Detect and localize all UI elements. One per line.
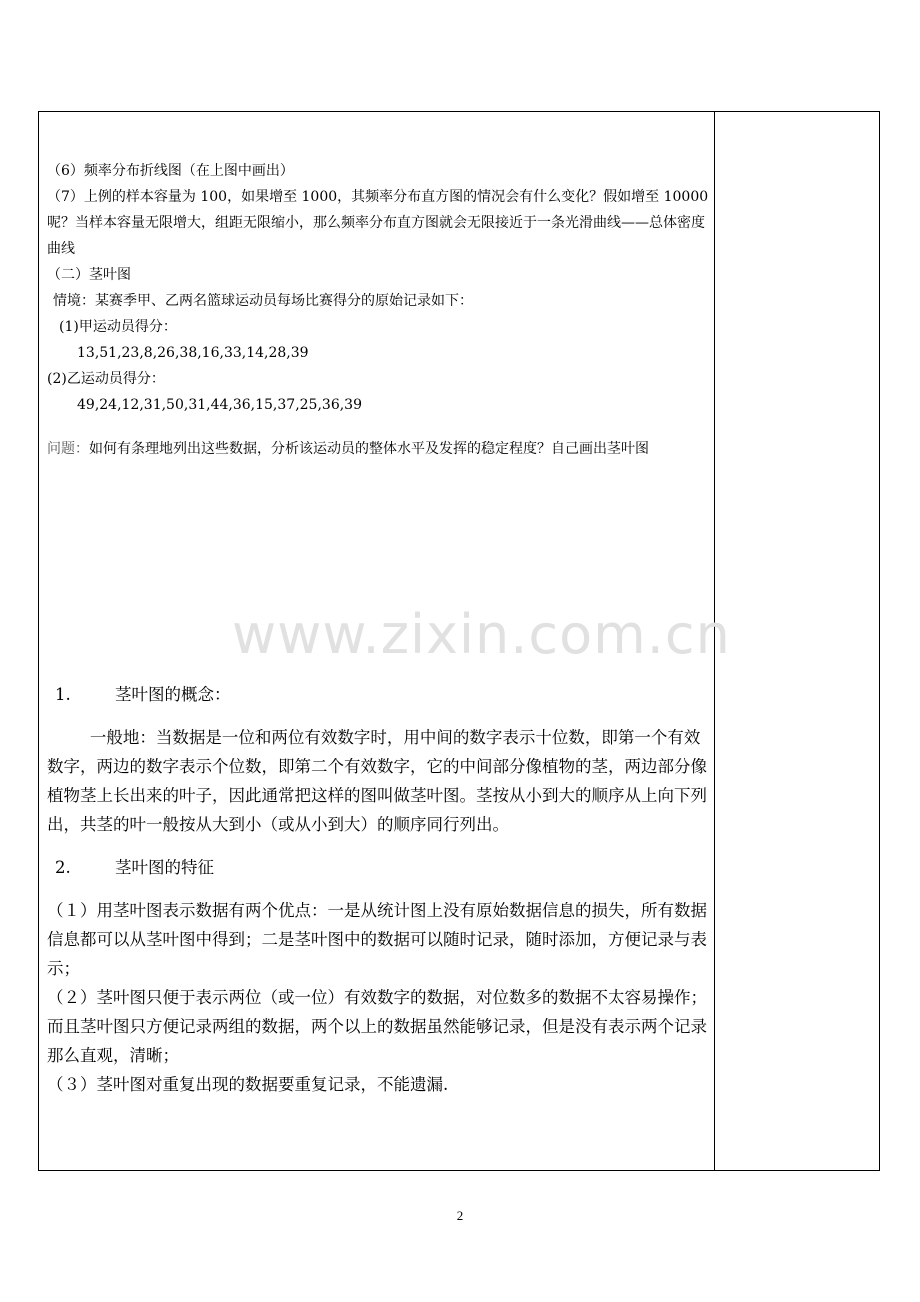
features-title: 茎叶图的特征	[115, 858, 214, 877]
concept-body: 一般地：当数据是一位和两位有效数字时，用中间的数字表示十位数，即第一个有效数字，两边的数字表示个位数，即第二个有效数字，它的中间部分像植物的茎，两边部分像植物茎上长出来的叶子，因此通常把这样的图叫做茎叶图。茎按从小到大的顺序从上向下列出，共茎的叶一般按从大到小（或从小到大）的顺序同行列出。	[47, 728, 707, 834]
player-b-label: (2)乙运动员得分：	[47, 371, 165, 387]
question-text: 如何有条理地列出这些数据，分析该运动员的整体水平及发挥的稳定程度？自己画出茎叶图	[89, 441, 649, 457]
player-b-scores: 49,24,12,31,50,31,44,36,15,37,25,36,39	[77, 397, 362, 413]
watermark: www.zixin.com.cn	[232, 603, 731, 666]
concept-heading	[47, 680, 709, 709]
concept-number: 1.	[55, 685, 71, 704]
page-number: 2	[456, 1208, 464, 1223]
item-7: （7）上例的样本容量为 100，如果增至 1000，其频率分布直方图的情况会有什么变化？假如增至 10000 呢？当样本容量无限增大，组距无限缩小，那么频率分布直方图就会无限接近于一条光滑曲线——总体密度曲线	[47, 189, 709, 257]
player-a-label: (1)甲运动员得分：	[59, 319, 177, 335]
player-a-scores: 13,51,23,8,26,38,16,33,14,28,39	[77, 345, 309, 361]
question-label: 问题：	[47, 441, 89, 457]
feature-point-2: （２）茎叶图只便于表示两位（或一位）有效数字的数据，对位数多的数据不太容易操作；而且茎叶图只方便记录两组的数据，两个以上的数据虽然能够记录，但是没有表示两个记录那么直观，清晰；	[47, 988, 707, 1065]
feature-point-3: （３）茎叶图对重复出现的数据要重复记录，不能遗漏.	[47, 1075, 449, 1094]
section-heading-stem-leaf: （二）茎叶图	[47, 267, 131, 283]
feature-point-1: （１）用茎叶图表示数据有两个优点：一是从统计图上没有原始数据信息的损失，所有数据信息都可以从茎叶图中得到；二是茎叶图中的数据可以随时记录，随时添加，方便记录与表示；	[47, 901, 707, 978]
question	[47, 436, 709, 462]
concept-title: 茎叶图的概念：	[115, 685, 231, 704]
features-heading	[47, 853, 709, 882]
features-number: 2.	[55, 858, 71, 877]
item-6: （6）频率分布折线图（在上图中画出）	[47, 163, 294, 179]
scenario-text: 情境：某赛季甲、乙两名篮球运动员每场比赛得分的原始记录如下：	[53, 293, 473, 309]
